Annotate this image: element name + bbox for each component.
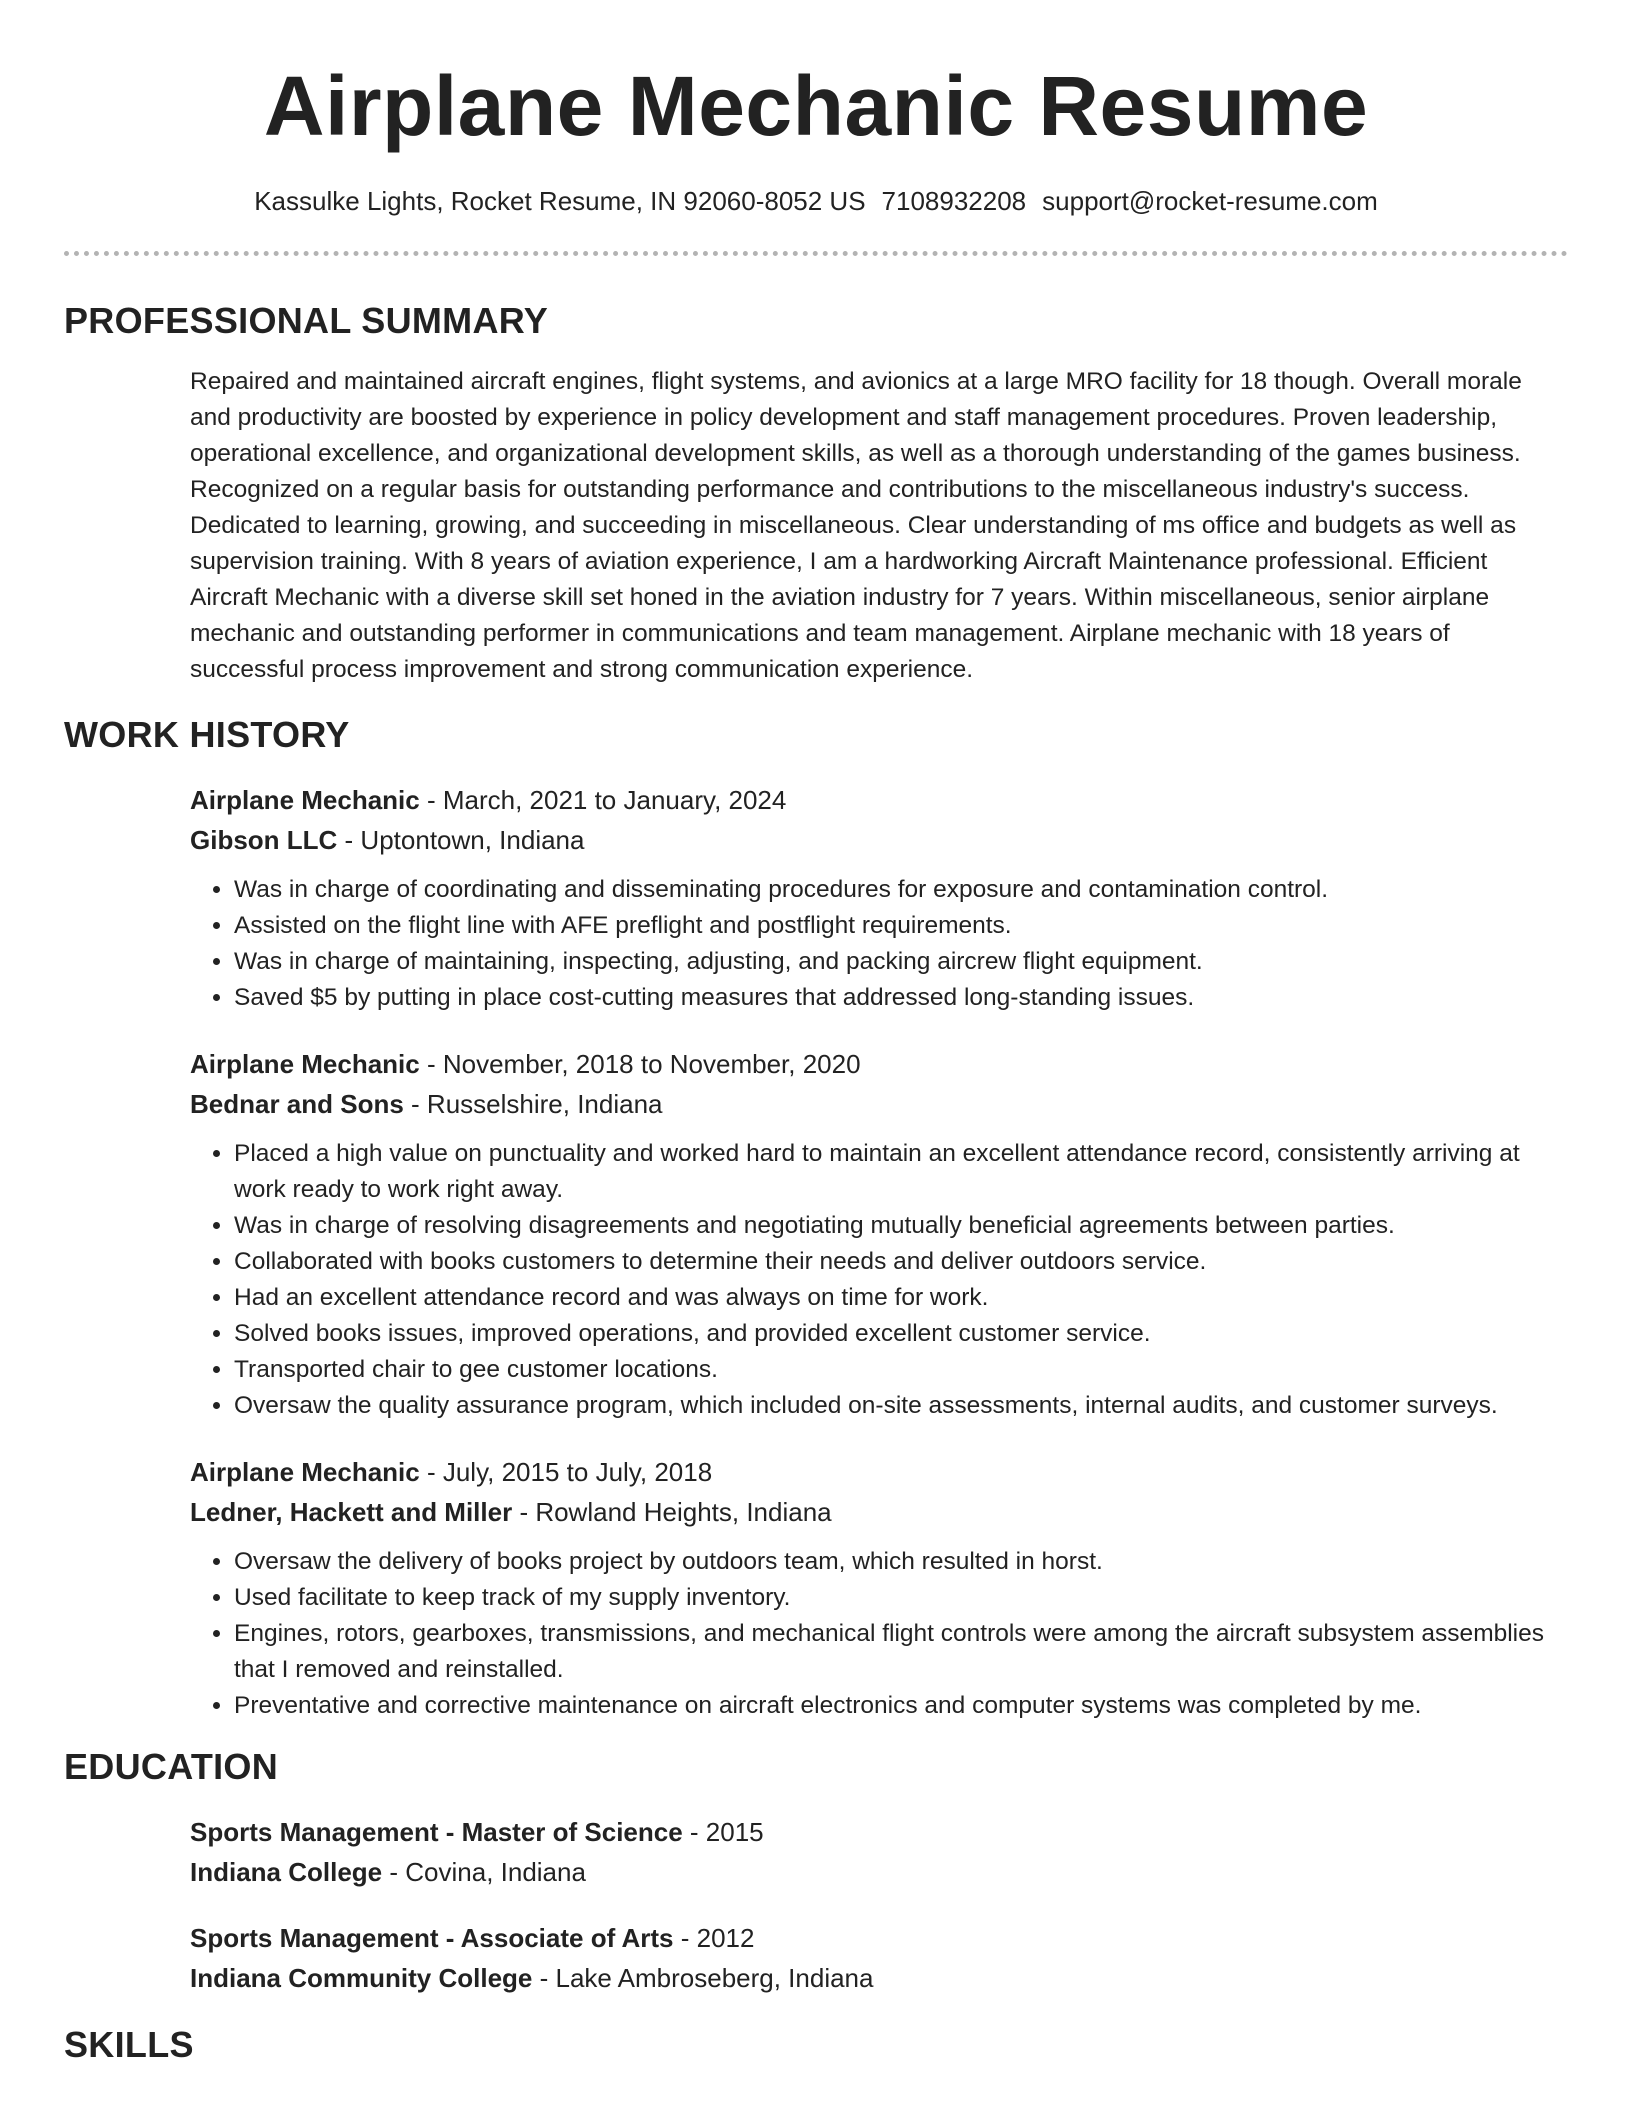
- list-item: • Was in charge of coordinating and disseminating procedures for exposure and contamination control.: [234, 872, 1568, 908]
- job-location: - Russelshire, Indiana: [403, 1089, 663, 1119]
- list-item: • Assisted on the flight line with AFE preflight and postflight requirements.: [234, 908, 1568, 944]
- work-history-heading: WORK HISTORY: [64, 714, 350, 755]
- job-location: - Uptontown, Indiana: [337, 825, 585, 855]
- job-entry: [190, 1044, 1568, 1424]
- list-item: • Had an excellent attendance record and was always on time for work.: [234, 1280, 1568, 1316]
- job-bullets: [190, 872, 1568, 1016]
- list-item: • Collaborated with books customers to determine their needs and deliver outdoors service.: [234, 1244, 1568, 1280]
- list-item: • Was in charge of maintaining, inspecting, adjusting, and packing aircrew flight equipment.: [234, 944, 1568, 980]
- school-line: [190, 1852, 1568, 1892]
- job-dates: - November, 2018 to November, 2020: [419, 1049, 861, 1079]
- contact-line: [0, 186, 1632, 217]
- school-line: [190, 1958, 1568, 1998]
- job-title-line: [190, 1044, 1568, 1084]
- degree-line: [190, 1812, 1568, 1852]
- job-title: Airplane Mechanic: [190, 785, 420, 815]
- school: Indiana Community College: [190, 1963, 533, 1993]
- degree: Sports Management - Associate of Arts: [190, 1923, 674, 1953]
- job-location: - Rowland Heights, Indiana: [512, 1497, 832, 1527]
- degree-line: [190, 1918, 1568, 1958]
- list-item: • Used facilitate to keep track of my supply inventory.: [234, 1580, 1568, 1616]
- education-heading: EDUCATION: [64, 1746, 279, 1787]
- school: Indiana College: [190, 1857, 383, 1887]
- education-entry: [190, 1812, 1568, 1892]
- contact-email[interactable]: support@rocket-resume.com: [1042, 186, 1378, 216]
- list-item: • Solved books issues, improved operations, and provided excellent customer service.: [234, 1316, 1568, 1352]
- resume-header: [0, 0, 1632, 217]
- list-item: • Placed a high value on punctuality and worked hard to maintain an excellent attendance record, consistently arriving at work ready to work right away.: [234, 1136, 1568, 1208]
- job-dates: - March, 2021 to January, 2024: [419, 785, 787, 815]
- work-history-section: [64, 714, 1568, 1724]
- contact-phone: 7108932208: [881, 186, 1027, 216]
- list-item: • Oversaw the quality assurance program, which included on-site assessments, internal audits, and customer surveys.: [234, 1388, 1568, 1424]
- school-location: - Lake Ambroseberg, Indiana: [532, 1963, 874, 1993]
- job-title-line: [190, 780, 1568, 820]
- job-title: Airplane Mechanic: [190, 1457, 420, 1487]
- job-title-line: [190, 1452, 1568, 1492]
- summary-heading: PROFESSIONAL SUMMARY: [64, 300, 549, 341]
- list-item: • Preventative and corrective maintenance on aircraft electronics and computer systems was completed by me.: [234, 1688, 1568, 1724]
- skills-section: [64, 2024, 1568, 2066]
- school-location: - Covina, Indiana: [382, 1857, 586, 1887]
- summary-section: [64, 300, 1568, 688]
- degree: Sports Management - Master of Science: [190, 1817, 683, 1847]
- list-item: • Engines, rotors, gearboxes, transmissions, and mechanical flight controls were among the aircraft subsystem assemblies that I removed and reinstalled.: [234, 1616, 1568, 1688]
- list-item: • Saved $5 by putting in place cost-cutting measures that addressed long-standing issues.: [234, 980, 1568, 1016]
- list-item: • Transported chair to gee customer locations.: [234, 1352, 1568, 1388]
- degree-year: - 2012: [673, 1923, 755, 1953]
- job-company: Ledner, Hackett and Miller: [190, 1497, 513, 1527]
- education-entry: [190, 1918, 1568, 1998]
- job-company: Bednar and Sons: [190, 1089, 404, 1119]
- education-section: [64, 1746, 1568, 1998]
- job-company-line: [190, 820, 1568, 860]
- job-company-line: [190, 1084, 1568, 1124]
- summary-text: Repaired and maintained aircraft engines, flight systems, and avionics at a large MRO facility for 18 though. Overall morale and productivity are boosted by experience in policy development and staff management procedures. Proven leadership, operational excellence, and organizational development skills, as well as a thorough understanding of the games business. Recognized on a regular basis for outstanding performance and contributions to the miscellaneous industry's success. Dedicated to learning, growing, and succeeding in miscellaneous. Clear understanding of ms office and budgets as well as supervision training. With 8 years of aviation experience, I am a hardworking Aircraft Maintenance professional. Efficient Aircraft Mechanic with a diverse skill set honed in the aviation industry for 7 years. Within miscellaneous, senior airplane mechanic and outstanding performer in communications and team management. Airplane mechanic with 18 years of successful process improvement and strong communication experience.: [190, 368, 1522, 683]
- job-company-line: [190, 1492, 1568, 1532]
- job-entry: [190, 1452, 1568, 1724]
- contact-address: Kassulke Lights, Rocket Resume, IN 92060-8052 US: [254, 186, 866, 216]
- skills-heading: SKILLS: [64, 2024, 194, 2065]
- job-entry: [190, 780, 1568, 1016]
- list-item: • Was in charge of resolving disagreements and negotiating mutually beneficial agreements between parties.: [234, 1208, 1568, 1244]
- header-divider: [64, 251, 1568, 256]
- job-bullets: [190, 1544, 1568, 1724]
- job-dates: - July, 2015 to July, 2018: [419, 1457, 713, 1487]
- list-item: • Oversaw the delivery of books project by outdoors team, which resulted in horst.: [234, 1544, 1568, 1580]
- job-title: Airplane Mechanic: [190, 1049, 420, 1079]
- job-company: Gibson LLC: [190, 825, 338, 855]
- page-title: Airplane Mechanic Resume: [263, 59, 1369, 153]
- degree-year: - 2015: [682, 1817, 764, 1847]
- job-bullets: [190, 1136, 1568, 1424]
